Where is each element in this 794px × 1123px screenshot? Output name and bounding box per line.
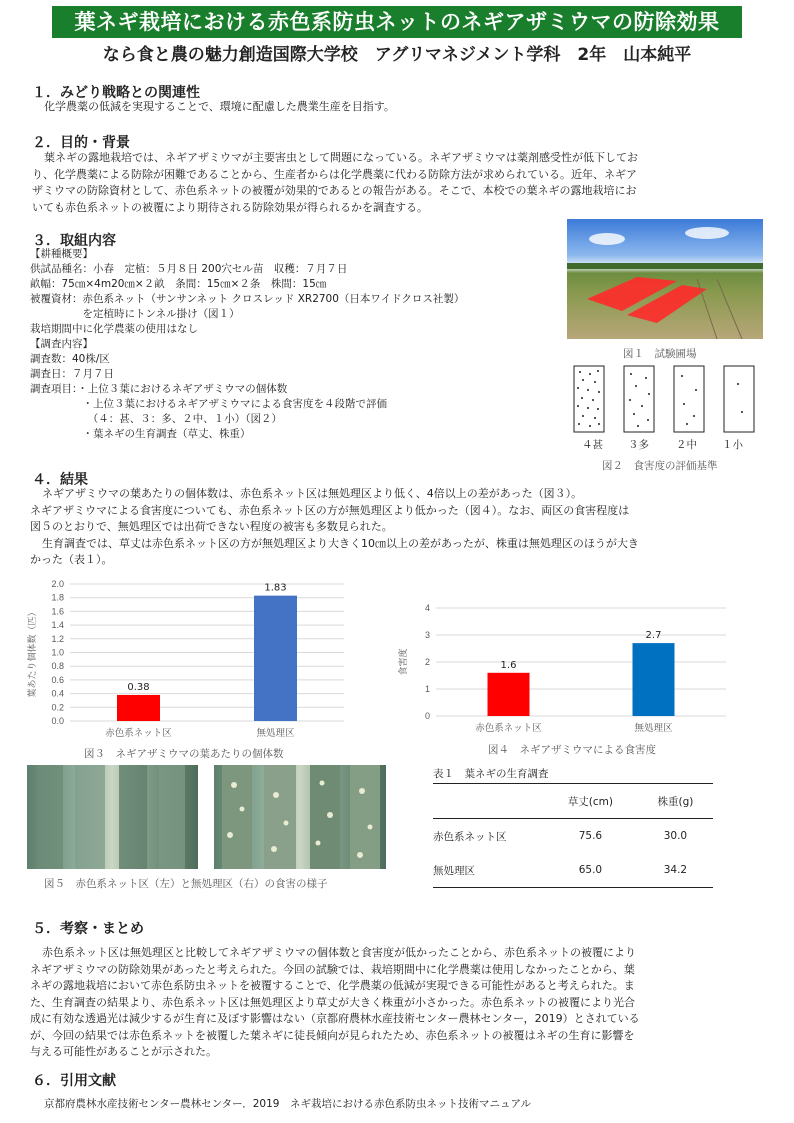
x-category-label: 赤色系ネット区 — [105, 728, 172, 739]
section-5-line: ネギの露地栽培において赤色系防虫ネットを被覆することで、化学農薬の低減が実現できる可能性があると考えられた。ま — [30, 979, 635, 992]
y-tick-label: 1.6 — [51, 606, 64, 617]
cultivation-heading: 【耕種概要】 — [30, 248, 93, 260]
table-cell: 30.0 — [663, 830, 688, 842]
y-tick-label: 3 — [424, 630, 430, 640]
fig1-caption: 図１ 試験圃場 — [623, 348, 697, 360]
x-category-label: 無処理区 — [634, 723, 673, 734]
section-5-line: た、生育調査の結果より、赤色系ネット区は無処理区より草丈が大きく株重が小さかった。赤色系ネットの被覆により光合 — [30, 995, 635, 1009]
table-row — [433, 819, 713, 854]
bar-0 — [117, 695, 160, 721]
section-4-body — [30, 486, 765, 569]
section-4-line: 生育調査では、草丈は赤色系ネット区の方が無処理区より大きく10㎝以上の差があったが、株重は無処理区のほうが大き — [42, 536, 639, 550]
section-4-line: 図５のとおりで、無処理区では出荷できない程度の被害も多数見られた。 — [30, 520, 393, 533]
leaves-red-net-illustration — [27, 765, 198, 869]
section-3-line: 供試品種名：小春 定植：５月８日 200穴セル苗 収穫：７月７日 — [30, 263, 348, 275]
table-row — [433, 853, 713, 888]
table-header-cell — [433, 784, 543, 819]
section-2-line: 葉ネギの露地栽培では、ネギアザミウマが主要害虫として問題になっている。ネギアザミウマは薬剤感受性が低下してお — [44, 151, 638, 164]
section-3-line: を定植時にトンネル掛け（図１） — [30, 308, 240, 320]
bar-data-label: 1.83 — [264, 582, 287, 594]
section-4-line: かった（表１）。 — [30, 553, 113, 566]
section-3-line: 調査日：７月７日 — [30, 368, 114, 380]
section-4-line: ネギアザミウマによる食害度についても、赤色系ネット区の方が無処理区より低かった（図４）。なお、両区の食害程度は — [30, 503, 630, 517]
y-tick-label: 0.0 — [51, 716, 64, 726]
table-cell: 75.6 — [578, 830, 603, 842]
bar-1 — [633, 643, 675, 716]
y-tick-label: 1.2 — [51, 633, 64, 644]
chart-fig3-thrips-count — [24, 574, 370, 746]
table-cell: 無処理区 — [433, 864, 475, 877]
section-2-line: ザミウマの防除資材として、赤色系ネットの被覆が効果的であるとの報告がある。そこで、本校での葉ネギの露地栽培にお — [32, 184, 637, 197]
poster-title: 葉ネギ栽培における赤色系防虫ネットのネギアザミウマの防除効果 — [52, 6, 742, 38]
y-tick-label: 1.8 — [51, 592, 64, 603]
growth-table — [433, 783, 713, 888]
section-2-line: り、化学農薬による防除が困難であることから、生産者からは化学農薬に代わる防除方法が求められている。近年、ネギア — [32, 167, 637, 181]
damage-label-1: １小 — [722, 439, 743, 451]
section-2-line: いても赤色系ネットの被覆により期待される防除効果が得られるかを調査する。 — [32, 200, 428, 214]
section-5-line: ネギアザミウマの防除効果があったと考えられた。今回の試験では、栽培期間中に化学農薬は使用しなかったことから、葉 — [30, 962, 635, 976]
y-tick-label: 2.0 — [51, 579, 64, 589]
section-1-text: 化学農薬の低減を実現することで、環境に配慮した農業生産を目指す。 — [44, 100, 395, 113]
field-photo — [567, 219, 763, 339]
photo-untreated-leaves — [214, 765, 386, 869]
y-tick-label: 0.6 — [51, 674, 64, 685]
y-tick-label: 0.8 — [51, 661, 64, 672]
y-tick-label: 2 — [424, 657, 430, 667]
x-category-label: 赤色系ネット区 — [475, 723, 542, 734]
reference-text: 京都府農林水産技術センター農林センター．2019 ネギ栽培における赤色系防虫ネット技術マニュアル — [44, 1098, 532, 1110]
y-tick-label: 1 — [424, 684, 430, 694]
section-3-line: ・葉ネギの生育調査（草丈、株重） — [30, 428, 251, 440]
fig3-caption: 図３ ネギアザミウマの葉あたりの個体数 — [84, 748, 284, 760]
section-2-heading: ２．目的・背景 — [32, 135, 130, 151]
section-6-heading: ６．引用文献 — [32, 1073, 116, 1089]
section-5-line: が、今回の結果では赤色系ネットを被覆した葉ネギに徒長傾向が見られたため、赤色系ネットの被覆はネギの生育に影響を — [30, 1028, 635, 1042]
chart-fig4-damage-degree — [396, 598, 746, 742]
damage-label-2: ２中 — [676, 439, 697, 451]
field-photo-illustration — [567, 219, 763, 339]
y-tick-label: 1.4 — [51, 620, 64, 631]
leaf-sample-1 — [724, 366, 754, 432]
bar-1 — [254, 596, 297, 721]
y-axis-label: 食害度 — [399, 648, 409, 676]
section-3-line: ・上位３葉におけるネギアザミウマによる食害度を４段階で評価 — [30, 398, 387, 410]
section-3-heading: ３．取組内容 — [32, 233, 116, 249]
section-3-line: 栽培期間中に化学農薬の使用はなし — [30, 323, 198, 335]
section-3-line: 被覆資材：赤色系ネット（サンサンネット クロスレッド XR2700（日本ワイドクロス社製） — [30, 293, 465, 305]
damage-scale-labels — [568, 438, 768, 454]
fig4-caption: 図４ ネギアザミウマによる食害度 — [488, 744, 656, 756]
bar-data-label: 0.38 — [127, 681, 150, 693]
y-tick-label: 0 — [424, 711, 430, 721]
section-4-heading: ４．結果 — [32, 472, 88, 488]
bar-data-label: 2.7 — [645, 630, 662, 642]
leaf-sample-4 — [574, 366, 604, 432]
survey-heading: 【調査内容】 — [30, 338, 93, 350]
section-5-body — [30, 945, 765, 1061]
table-header-row — [433, 784, 713, 819]
y-axis-label: 葉あたり個体数（匹） — [28, 607, 38, 698]
leaf-sample-3 — [624, 366, 654, 432]
y-tick-label: 0.4 — [51, 688, 64, 699]
fig5-caption: 図５ 赤色系ネット区（左）と無処理区（右）の食害の様子 — [44, 878, 328, 890]
damage-label-3: ３多 — [628, 439, 649, 451]
section-2-body — [32, 150, 762, 216]
section-4-line: ネギアザミウマの葉あたりの個体数は、赤色系ネット区は無処理区より低く、4倍以上の差があった（図３）。 — [42, 487, 583, 500]
table-cell: 65.0 — [578, 864, 603, 876]
fig2-caption: 図２ 食害度の評価基準 — [602, 460, 718, 472]
y-tick-label: 1.0 — [51, 647, 64, 658]
y-tick-label: 0.2 — [51, 702, 64, 713]
x-category-label: 無処理区 — [256, 728, 295, 739]
section-3-line: 畝幅：75㎝×4m20㎝×２畝 条間：15㎝×２条 株間：15㎝ — [30, 278, 327, 290]
table-cell: 赤色系ネット区 — [433, 830, 507, 843]
table1-caption: 表１ 葉ネギの生育調査 — [433, 768, 549, 780]
damage-scale-figure — [568, 364, 768, 444]
table-header-cell: 草丈(cm) — [567, 795, 613, 808]
section-5-line: 赤色系ネット区は無処理区と比較してネギアザミウマの個体数と食害度が低かったことから、赤色系ネットの被覆により — [42, 946, 636, 959]
section-3-line: （４：甚、３：多、２中、１小）（図２） — [30, 413, 282, 425]
section-1-heading: １．みどり戦略との関連性 — [32, 85, 200, 101]
table-cell: 34.2 — [663, 864, 688, 876]
section-5-heading: ５．考察・まとめ — [32, 921, 144, 937]
damage-label-4: ４甚 — [582, 439, 603, 451]
section-5-line: 与える可能性があることが示された。 — [30, 1045, 217, 1058]
table-header-cell: 株重(g) — [657, 795, 694, 808]
leaf-sample-2 — [674, 366, 704, 432]
section-3-line: 調査数：40株/区 — [30, 353, 110, 365]
section-5-line: 成に有効な透過光は減少するが生育に及ぼす影響はない（京都府農林水産技術センター農林センター，2019）とされている — [30, 1012, 640, 1025]
y-tick-label: 4 — [424, 603, 430, 613]
bar-data-label: 1.6 — [500, 659, 517, 671]
leaves-untreated-illustration — [214, 765, 386, 869]
section-3-body — [30, 247, 570, 442]
bar-0 — [488, 673, 530, 716]
author-line: なら食と農の魅力創造国際大学校 アグリマネジメント学科 2年 山本純平 — [102, 45, 692, 65]
section-3-line: 調査項目：・上位３葉におけるネギアザミウマの個体数 — [30, 383, 288, 395]
photo-red-net-leaves — [27, 765, 198, 869]
